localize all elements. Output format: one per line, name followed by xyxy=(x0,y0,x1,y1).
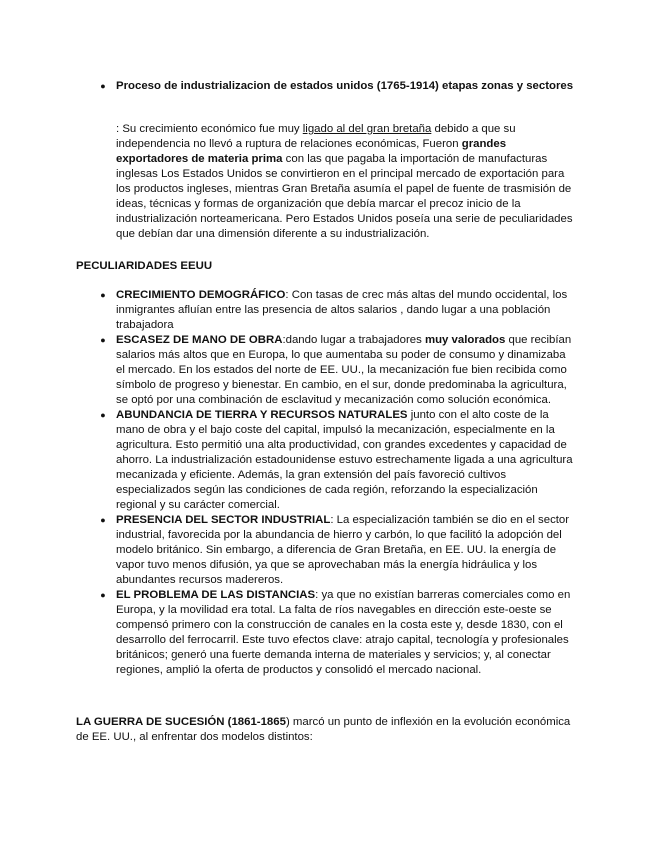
paragraph-text: debido a que su independencia no llevó a ruptura de relaciones económicas, Fueron xyxy=(116,123,516,150)
item-text: : Con tasas de crec más altas del mundo occidental, los inmigrantes afluían entre las presencia de altos salarios , dando lugar a una población trabajadora xyxy=(116,289,568,331)
list-item xyxy=(76,333,576,408)
section-heading: Proceso de industrializacion de estados unidos (1765-1914) etapas zonas y sectores xyxy=(116,80,574,92)
bullet-icon: ● xyxy=(100,410,106,420)
paragraph-text: : Su crecimiento económico fue muy xyxy=(116,123,303,135)
list-item xyxy=(76,288,576,333)
intro-paragraph xyxy=(76,122,576,242)
section-heading: PECULIARIDADES EEUU xyxy=(76,260,213,272)
item-title: ESCASEZ DE MANO DE OBRA xyxy=(116,334,283,346)
item-title: EL PROBLEMA DE LAS DISTANCIAS xyxy=(116,589,316,601)
item-text: : ya que no existían barreras comerciales como en Europa, y la movilidad era total. La falta de ríos navegables en dirección este-oeste se compensó primero con la construcción de canales en la costa este y, desde 1830, con el desarrollo del ferrocarril. Este tuvo efectos clave: atrajo capital, tecnología y profesionales británicos; generó una fuerte demanda interna de materiales y servicios; y, al conectar regiones, amplió la oferta de productos y consolidó el mercado nacional. xyxy=(116,589,571,676)
peculiaridades-list xyxy=(76,288,576,678)
item-text: que recibían salarios más altos que en Europa, lo que aumentaba su poder de consumo y dinamizaba el mercado. En los estados del norte de EE. UU., la mecanización fue bien recibida como símbolo de progreso y bienestar. En cambio, en el sur, donde predominaba la agricultura, se optó por una combinación de esclavitud y mecanización como solución económica. xyxy=(116,334,572,406)
item-text: : La especialización también se dio en el sector industrial, favorecida por la abundancia de hierro y carbón, lo que facilitó la adopción del modelo británico. Sin embargo, a diferencia de Gran Bretaña, en EE. UU. la energía de vapor tuvo menos difusión, ya que se aprovechaban más la energía hidráulica y los abundantes recursos madereros. xyxy=(116,514,570,586)
list-item xyxy=(76,79,576,94)
bullet-icon: ● xyxy=(100,515,106,525)
guerra-paragraph xyxy=(76,715,576,745)
bold-text: grandes exportadores de materia prima xyxy=(116,138,507,165)
list-item xyxy=(76,513,576,588)
paragraph-text: con las que pagaba la importación de manufacturas inglesas Los Estados Unidos se convirtieron en el principal mercado de exportación para los productos ingleses, mientras Gran Bretaña asumía el papel de fuente de trasmisión de ideas, técnicas y formas de organización que debía marcar el precoz inicio de la industrialización norteamericana. Pero Estados Unidos poseía una serie de peculiaridades que debían dar una dimensión diferente a su industrialización. xyxy=(116,153,573,240)
paragraph xyxy=(76,122,576,242)
intro-section xyxy=(76,79,576,94)
section-heading-block xyxy=(76,259,576,274)
item-title: ABUNDANCIA DE TIERRA Y RECURSOS NATURALES xyxy=(116,409,408,421)
list-item xyxy=(76,588,576,678)
bold-text: LA GUERRA DE SUCESIÓN (1861-1865 xyxy=(76,716,286,728)
item-text: junto con el alto coste de la mano de obra y el bajo coste del capital, impulsó la mecanización, especialmente en la agricultura. Esto permitió una alta productividad, con grandes excedentes y capacidad de ahorro. La industrialización estadounidense estuvo estrechamente ligada a una agricultura mecanizada y eficiente. Además, la gran extensión del país favoreció cultivos especializados según las condiciones de cada región, reforzando la especialización regional y su carácter comercial. xyxy=(116,409,573,511)
bullet-icon: ● xyxy=(100,335,106,345)
item-title: PRESENCIA DEL SECTOR INDUSTRIAL xyxy=(116,514,331,526)
list-item xyxy=(76,408,576,513)
bold-text: muy valorados xyxy=(424,334,506,346)
bullet-icon: ● xyxy=(100,290,106,300)
paragraph-text: ) marcó un punto de inflexión en la evolución económica de EE. UU., al enfrentar dos modelos distintos: xyxy=(76,716,571,743)
bullet-icon: ● xyxy=(100,81,106,91)
bullet-icon: ● xyxy=(100,590,106,600)
item-title: CRECIMIENTO DEMOGRÁFICO xyxy=(116,289,286,301)
underlined-text: ligado al del gran bretaña xyxy=(302,123,432,135)
item-text: :dando lugar a trabajadores xyxy=(282,334,425,346)
